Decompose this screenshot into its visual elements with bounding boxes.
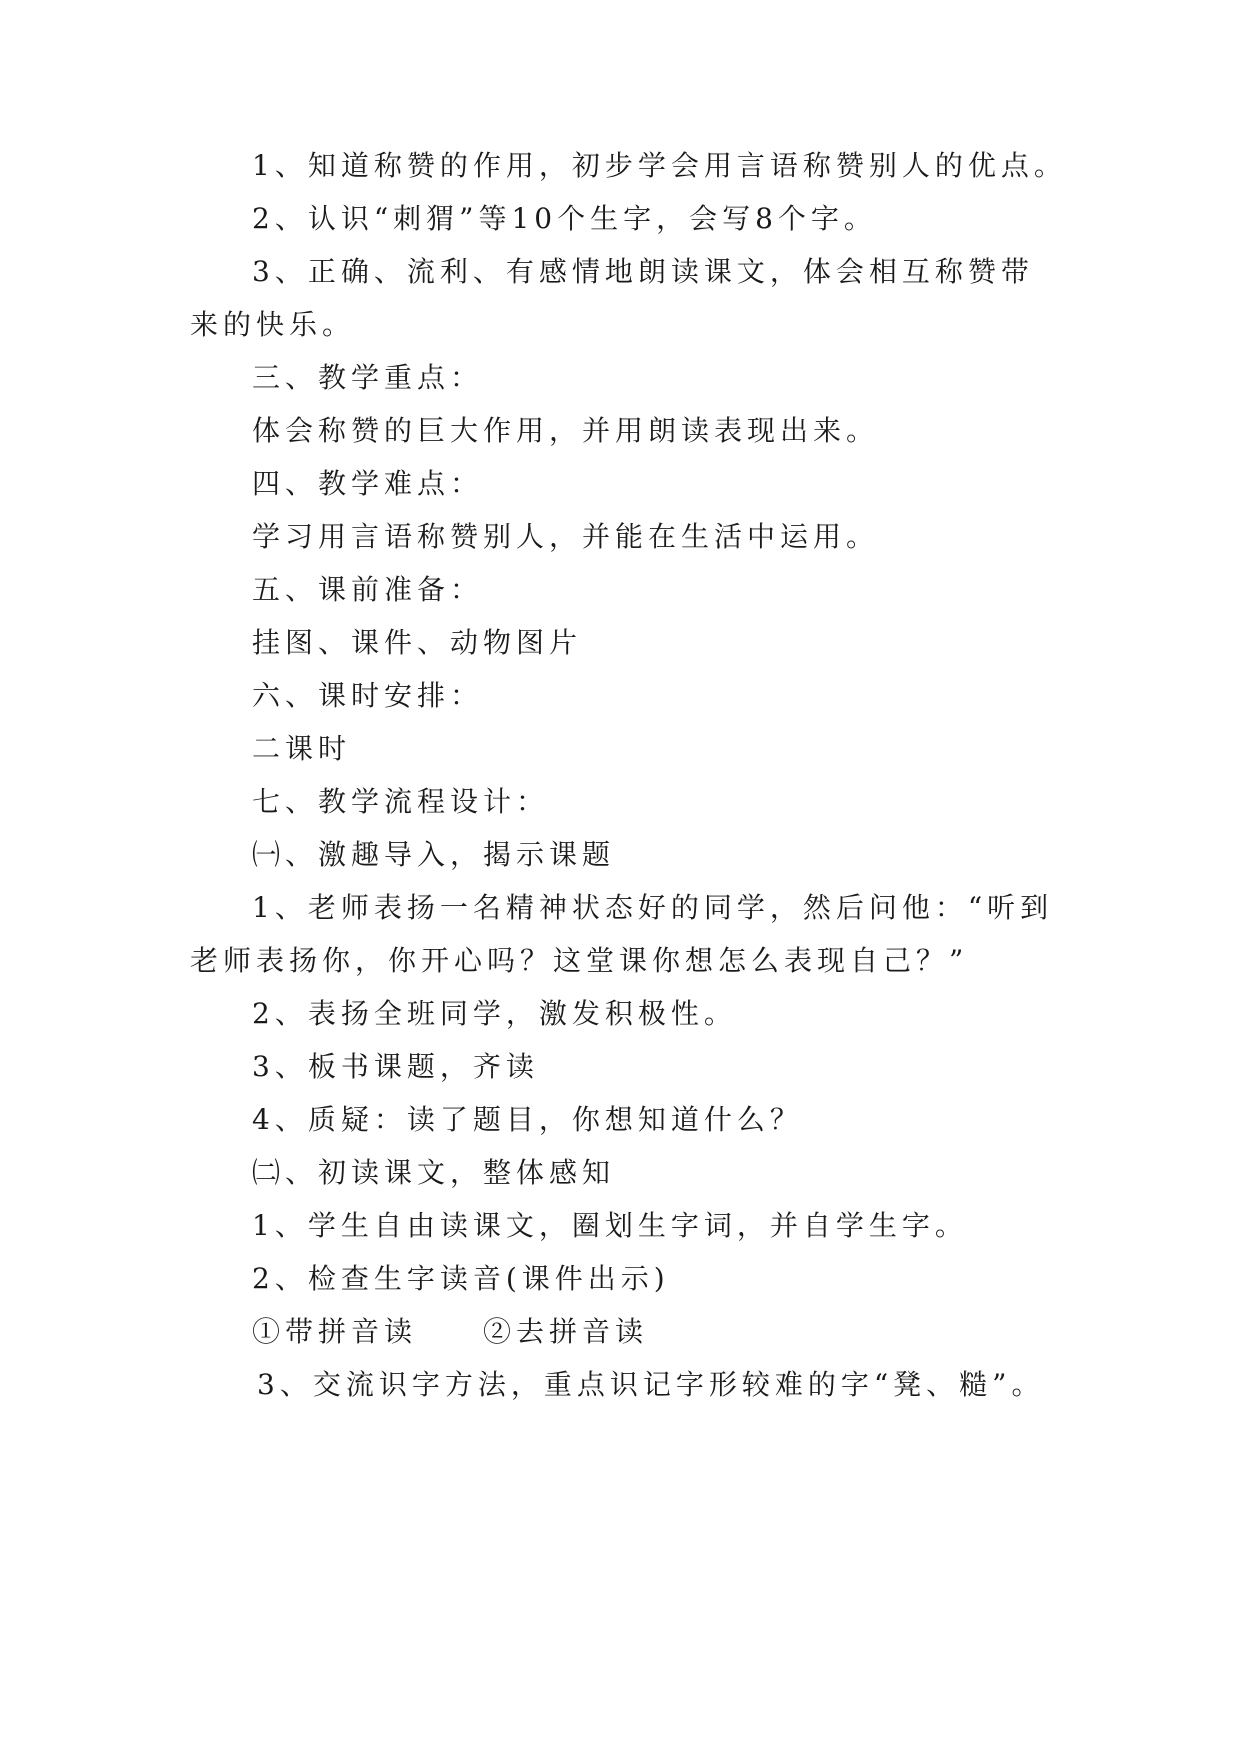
flow-part-2-heading: ㈡、初读课文，整体感知 bbox=[252, 1156, 616, 1189]
flow-part-2-step-1: 1、学生自由读课文，圈划生字词，并自学生字。 bbox=[252, 1209, 968, 1242]
flow-part-1-step-2: 2、表扬全班同学，激发积极性。 bbox=[252, 997, 737, 1030]
section-heading-preparation: 五、课前准备： bbox=[252, 573, 484, 606]
flow-part-1-step-1-continued: 老师表扬你，你开心吗？这堂课你想怎么表现自己？” bbox=[190, 944, 969, 977]
flow-part-2-step-3: 3、交流识字方法，重点识记字形较难的字“凳、糙”。 bbox=[257, 1368, 1045, 1401]
objective-3: 3、正确、流利、有感情地朗读课文，体会相互称赞带 bbox=[252, 255, 1034, 288]
key-points-text: 体会称赞的巨大作用，并用朗读表现出来。 bbox=[252, 414, 880, 447]
flow-part-1-step-1: 1、老师表扬一名精神状态好的同学，然后问他：“听到 bbox=[252, 891, 1054, 924]
flow-part-1-step-3: 3、板书课题，齐读 bbox=[252, 1050, 539, 1083]
flow-part-1-step-4: 4、质疑：读了题目，你想知道什么？ bbox=[252, 1103, 803, 1136]
objective-2: 2、认识“刺猬”等10个生字，会写8个字。 bbox=[252, 202, 877, 235]
section-heading-flow: 七、教学流程设计： bbox=[252, 785, 550, 818]
section-heading-key-points: 三、教学重点： bbox=[252, 361, 484, 394]
flow-part-2-step-2: 2、检查生字读音(课件出示) bbox=[252, 1262, 670, 1295]
difficulties-text: 学习用言语称赞别人，并能在生活中运用。 bbox=[252, 520, 880, 553]
flow-part-2-substeps: ①带拼音读 ②去拼音读 bbox=[252, 1315, 649, 1348]
schedule-text: 二课时 bbox=[252, 732, 352, 765]
section-heading-difficulties: 四、教学难点： bbox=[252, 467, 484, 500]
objective-3-continued: 来的快乐。 bbox=[190, 308, 356, 341]
flow-part-1-heading: ㈠、激趣导入，揭示课题 bbox=[252, 838, 616, 871]
section-heading-schedule: 六、课时安排： bbox=[252, 679, 484, 712]
preparation-text: 挂图、课件、动物图片 bbox=[252, 626, 583, 659]
objective-1: 1、知道称赞的作用，初步学会用言语称赞别人的优点。 bbox=[252, 149, 1067, 182]
